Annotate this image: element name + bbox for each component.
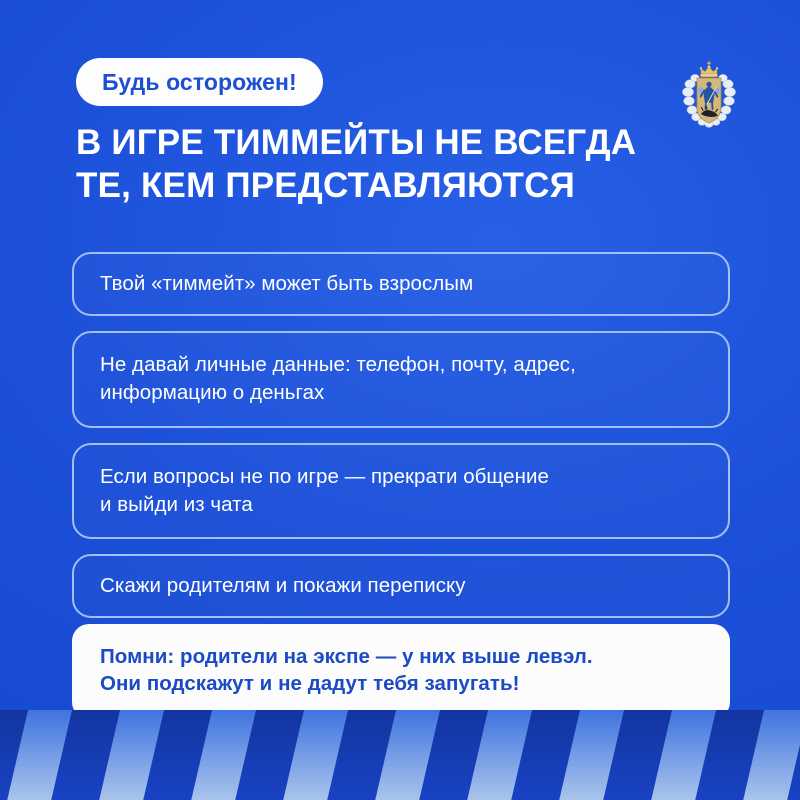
crown-part [700,61,718,77]
decorative-stripes [0,710,800,800]
tip-card [72,331,730,428]
highlight-card [72,624,730,719]
tip-card-line: информацию о деньгах [100,380,325,404]
tip-card [72,443,730,540]
page-title-line-2: ТЕ, КЕМ ПРЕДСТАВЛЯЮТСЯ [76,165,575,205]
tip-card-line: Если вопросы не по игре — прекрати общение [100,464,549,488]
coat-of-arms-icon [681,58,737,132]
page-title [76,122,676,207]
tip-card [72,252,730,316]
warning-badge [76,58,323,106]
tip-card-line: и выйди из чата [100,492,253,516]
tip-card-line: Скажи родителям и покажи переписку [100,574,466,598]
tip-card-line: Твой «тиммейт» может быть взрослым [100,272,474,295]
tip-card-line: Не давай личные данные: телефон, почту, адрес, [100,352,576,376]
highlight-card-line-1: Помни: родители на экспе — у них выше левэл. [100,645,593,668]
tip-card [72,554,730,618]
page-title-line-1: В ИГРЕ ТИММЕЙТЫ НЕ ВСЕГДА [76,123,637,162]
warning-badge-label: Будь осторожен! [102,68,297,95]
highlight-card-line-2: Они подскажут и не дадут тебя запугать! [100,672,520,696]
tips-list [72,252,730,633]
